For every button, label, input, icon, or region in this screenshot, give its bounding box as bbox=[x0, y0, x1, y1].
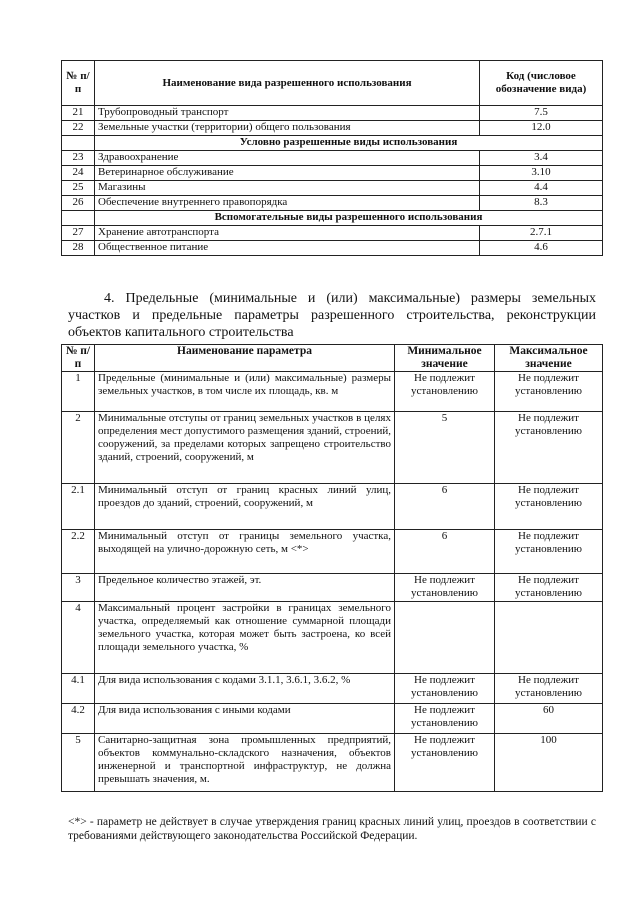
row-num: 3 bbox=[62, 574, 95, 602]
table-row bbox=[62, 226, 603, 241]
row-name: Хранение автотранспорта bbox=[95, 226, 480, 241]
row-code: 12.0 bbox=[480, 121, 603, 136]
section-4-paragraph bbox=[68, 290, 596, 341]
row-min: 5 bbox=[395, 412, 495, 484]
table-row bbox=[62, 734, 603, 792]
row-name: Для вида использования с иными кодами bbox=[95, 704, 395, 734]
row-max: 100 bbox=[495, 734, 603, 792]
row-num: 4.1 bbox=[62, 674, 95, 704]
row-name: Минимальный отступ от границ красных линий улиц, проездов до зданий, строений, сооружений, м bbox=[95, 484, 395, 530]
row-name: Максимальный процент застройки в границах земельного участка, определяемый как отношение суммарной площади земельного участка, которая может быть застроена, ко всей площади земельного участка, % bbox=[95, 602, 395, 674]
row-max: Не подлежит установлению bbox=[495, 674, 603, 704]
table-row bbox=[62, 574, 603, 602]
header-num: № п/п bbox=[62, 345, 95, 372]
row-code: 2.7.1 bbox=[480, 226, 603, 241]
row-code: 3.10 bbox=[480, 166, 603, 181]
row-num: 28 bbox=[62, 241, 95, 256]
table-header-row bbox=[62, 345, 603, 372]
row-name: Земельные участки (территории) общего пользования bbox=[95, 121, 480, 136]
row-num: 27 bbox=[62, 226, 95, 241]
row-max bbox=[495, 602, 603, 674]
row-code: 7.5 bbox=[480, 106, 603, 121]
row-num: 2.2 bbox=[62, 530, 95, 574]
row-max: Не подлежит установлению bbox=[495, 372, 603, 412]
row-min: Не подлежит установлению bbox=[395, 674, 495, 704]
table-row bbox=[62, 704, 603, 734]
row-name: Ветеринарное обслуживание bbox=[95, 166, 480, 181]
header-name: Наименование вида разрешенного использования bbox=[95, 61, 480, 106]
row-num: 2.1 bbox=[62, 484, 95, 530]
row-num: 22 bbox=[62, 121, 95, 136]
row-name: Для вида использования с кодами 3.1.1, 3.6.1, 3.6.2, % bbox=[95, 674, 395, 704]
row-max: 60 bbox=[495, 704, 603, 734]
table-row bbox=[62, 121, 603, 136]
row-min: 6 bbox=[395, 530, 495, 574]
header-code: Код (числовое обозначение вида) bbox=[480, 61, 603, 106]
row-name: Минимальные отступы от границ земельных участков в целях определения мест допустимого размещения зданий, строений, сооружений, за пределами которых запрещено строительство зданий, строений, сооружений, м bbox=[95, 412, 395, 484]
row-name: Минимальный отступ от границы земельного участка, выходящей на улично-дорожную сеть, м <*> bbox=[95, 530, 395, 574]
row-name: Предельные (минимальные и (или) максимальные) размеры земельных участков, в том числе их площадь, кв. м bbox=[95, 372, 395, 412]
footnote: <*> - параметр не действует в случае утверждения границ красных линий улиц, проездов в соответствии с требованиями действующего законодательства Российской Федерации. bbox=[68, 816, 596, 842]
table-header-row bbox=[62, 61, 603, 106]
row-num: 25 bbox=[62, 181, 95, 196]
row-num: 24 bbox=[62, 166, 95, 181]
row-name: Обеспечение внутреннего правопорядка bbox=[95, 196, 480, 211]
table-row bbox=[62, 106, 603, 121]
section-auxiliary-title: Вспомогательные виды разрешенного использования bbox=[95, 211, 603, 226]
row-min: Не подлежит установлению bbox=[395, 704, 495, 734]
row-min: Не подлежит установлению bbox=[395, 372, 495, 412]
row-name: Здравоохранение bbox=[95, 151, 480, 166]
row-min bbox=[395, 602, 495, 674]
row-num: 26 bbox=[62, 196, 95, 211]
table-row bbox=[62, 151, 603, 166]
table-row bbox=[62, 241, 603, 256]
row-min: Не подлежит установлению bbox=[395, 574, 495, 602]
row-name: Трубопроводный транспорт bbox=[95, 106, 480, 121]
row-num: 2 bbox=[62, 412, 95, 484]
row-min: Не подлежит установлению bbox=[395, 734, 495, 792]
row-max: Не подлежит установлению bbox=[495, 484, 603, 530]
row-name: Общественное питание bbox=[95, 241, 480, 256]
section-conditional-title: Условно разрешенные виды использования bbox=[95, 136, 603, 151]
row-name: Санитарно-защитная зона промышленных предприятий, объектов коммунально-складского назначения, объектов инженерной и транспортной инфраструктур, не должна превышать значения, м. bbox=[95, 734, 395, 792]
table-row bbox=[62, 372, 603, 412]
table-row bbox=[62, 530, 603, 574]
row-num: 21 bbox=[62, 106, 95, 121]
permitted-uses-table bbox=[61, 60, 603, 256]
row-max: Не подлежит установлению bbox=[495, 412, 603, 484]
row-name: Предельное количество этажей, эт. bbox=[95, 574, 395, 602]
row-code: 3.4 bbox=[480, 151, 603, 166]
parameters-table bbox=[61, 344, 603, 792]
row-code: 4.6 bbox=[480, 241, 603, 256]
header-name: Наименование параметра bbox=[95, 345, 395, 372]
row-num: 5 bbox=[62, 734, 95, 792]
row-num: 1 bbox=[62, 372, 95, 412]
header-max: Максимальное значение bbox=[495, 345, 603, 372]
section-header-row bbox=[62, 211, 603, 226]
section-header-row bbox=[62, 136, 603, 151]
row-name: Магазины bbox=[95, 181, 480, 196]
row-num: 4.2 bbox=[62, 704, 95, 734]
row-num: 23 bbox=[62, 151, 95, 166]
table-row bbox=[62, 674, 603, 704]
table-row bbox=[62, 196, 603, 211]
row-max: Не подлежит установлению bbox=[495, 574, 603, 602]
header-num: № п/п bbox=[62, 61, 95, 106]
row-code: 8.3 bbox=[480, 196, 603, 211]
header-min: Минимальное значение bbox=[395, 345, 495, 372]
table-row bbox=[62, 181, 603, 196]
row-num: 4 bbox=[62, 602, 95, 674]
row-max: Не подлежит установлению bbox=[495, 530, 603, 574]
row-code: 4.4 bbox=[480, 181, 603, 196]
paragraph-text: 4. Предельные (минимальные и (или) максимальные) размеры земельных участков и предельные параметры разрешенного строительства, реконструкции объектов капитального строительства bbox=[68, 291, 596, 340]
table-row bbox=[62, 412, 603, 484]
row-min: 6 bbox=[395, 484, 495, 530]
table-row bbox=[62, 602, 603, 674]
table-row bbox=[62, 166, 603, 181]
table-row bbox=[62, 484, 603, 530]
